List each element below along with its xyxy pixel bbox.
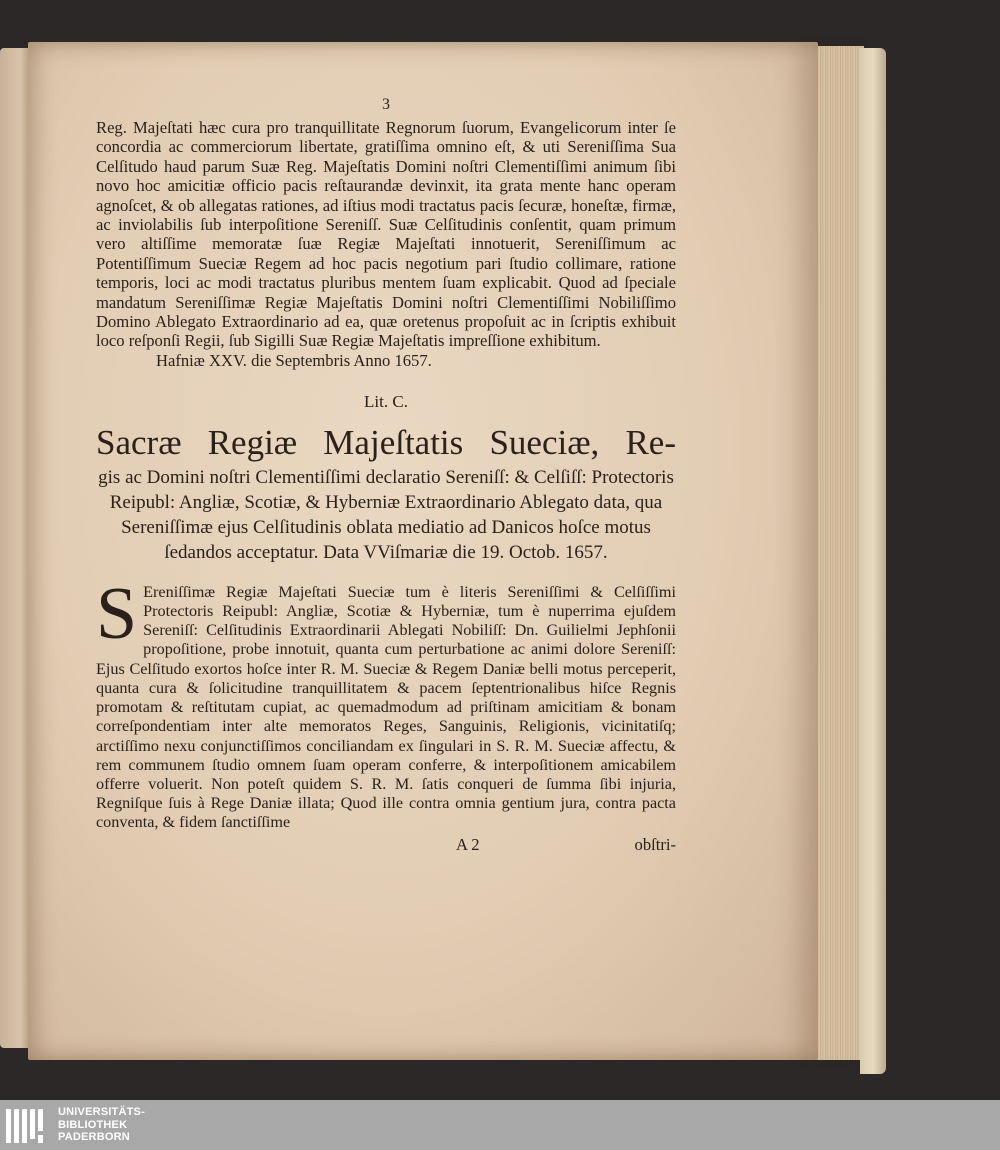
- library-name-line-3: PADERBORN: [58, 1131, 130, 1144]
- page-number: 3: [382, 96, 390, 113]
- library-name-line-1: UNIVERSITÄTS-: [58, 1106, 145, 1118]
- paragraph-letter-c-text: Ereniſſimæ Regiæ Majeſtati Sueciæ tum è literis Sereniſſimi & Celſiſſimi Protectoris Reipubl: Angliæ, Scotiæ & Hyberniæ, tum è nuperrima ejuſdem Sereniſſ: Celſitudinis Extraordinarii Ablegati Nobiliſſ: Dn. Guilielmi Jephſonii propoſitione, probe innotuit, quanta cum perturbatione ac animi dolore Sereniſſ: Ejus Celſitudo exortos hoſce inter R. M. Sueciæ & Regem Daniæ belli motus perceperit, quanta cura & ſolicitudine tranquillitatem & pacem ſeptentrionalibus hiſce Regnis promotam & reſtitutam cupiat, ac quemadmodum ad priſtinam amicitiam & bonam correſpondentiam inter alte memoratos Reges, Sanguinis, Religionis, vicinitatiſq; arctiſſimo nexu conjunctiſſimos conciliandam ex ſingulari in S. R. M. Sueciæ affectu, & rem communem ſtudio omnem ſuam operam conferre, & interpoſitionem amicabilem offerre voluerit. Non poteſt quidem S. R. M. ſatis conqueri de ſumma ſibi injuria, Regniſque ſuis à Rege Daniæ illata; Quod ille contra omnia gentium jura, contra pacta conventa, & fidem ſanctiſſime: [96, 582, 676, 832]
- signature-mark: A 2: [456, 834, 480, 854]
- document-title: [96, 421, 676, 565]
- catchword: obſtri-: [634, 834, 676, 854]
- library-name-line-2: BIBLIOTHEK: [58, 1118, 128, 1131]
- title-continuation: gis ac Domini noſtri Clementiſſimi declaratio Sereniſſ: & Celſiſſ: Protectoris Reipubl: Angliæ, Scotiæ, & Hyberniæ Extraordinario Ablegato data, qua Sereniſſimæ ejus Celſitudinis oblata mediatio ad Danicos hoſce motus ſedandos acceptatur. Data VViſmariæ die 19. Octob. 1657.: [98, 466, 674, 563]
- section-heading: Lit. C.: [364, 391, 408, 411]
- paragraph-letter-b: Reg. Majeſtati hæc cura pro tranquillitate Regnorum ſuorum, Evangelicorum inter ſe concordia ac commerciorum libertate, gratiſſima omnino eſt, & uti Sereniſſima Sua Celſitudo haud parum Suæ Reg. Majeſtatis Domini noſtri Clementiſſimi animum ſibi novo hoc amicitiæ officio pacis reſtaurandæ devinxit, ita grata mente hanc operam agnoſcet, & ob allegatas rationes, ad iſtius modi tractatus pacis ſecuræ, honeſtæ, firmæ, ac inviolabilis ſub interpoſitione Sereniſſ. Suæ Celſitudinis conſentit, quam primum vero altiſſime memoratæ ſuæ Regiæ Majeſtati innotuerit, Sereniſſimum ac Potentiſſimum Sueciæ Regem ad hoc pacis negotium pari ſtudio collimare, ratione temporis, loci ac modi tractatus pluribus mentem ſuam explicabit. Quod ad ſpeciale mandatum Sereniſſimæ Regiæ Majeſtatis Domini noſtri Clementiſſimi Nobiliſſimo Domino Ablegato Extraordinario ad ea, quæ oretenus propoſuit ac in ſcriptis exhibuit loco reſponſi Regii, ſub Sigilli Suæ Regiæ Majeſtatis impreſſione exhibitum.: [96, 118, 676, 351]
- page-foot: [96, 835, 676, 857]
- library-columns-icon: [6, 1107, 48, 1145]
- page-text: [96, 96, 676, 857]
- paragraph-letter-c: [96, 572, 676, 833]
- drop-cap: S: [96, 572, 138, 655]
- footer-bar: [0, 1100, 1000, 1150]
- title-first-line: Sacræ Regiæ Majeſtatis Sueciæ, Re-: [96, 422, 676, 462]
- book-cover: [860, 48, 886, 1074]
- library-name: [58, 1106, 145, 1144]
- date-line: Hafniæ XXV. die Septembris Anno 1657.: [156, 350, 432, 370]
